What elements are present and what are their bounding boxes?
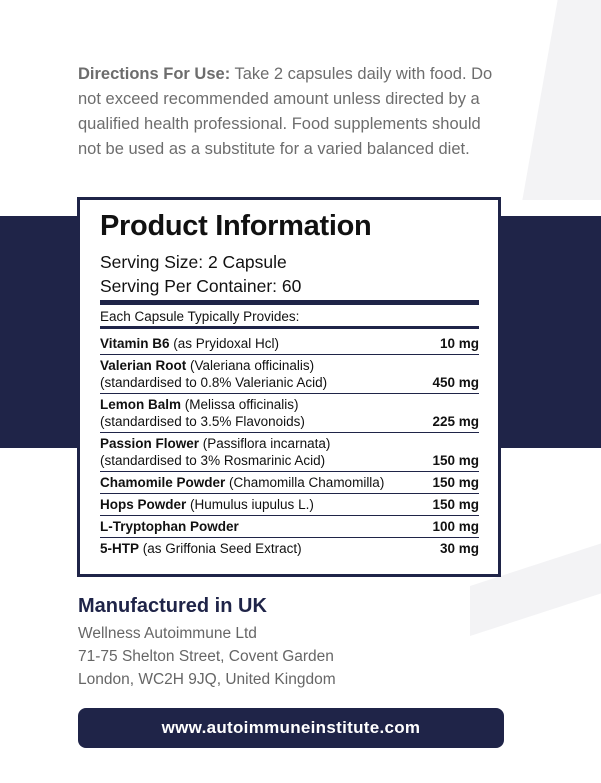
ingredient-table <box>100 333 479 559</box>
directions-label: Directions For Use: <box>78 65 231 83</box>
directions-text: Take 2 capsules daily with food. Do not exceed recommended amount unless directed by a qualified health professional. Food supplements should not be used as a substitute for a varied balanced diet. <box>78 65 493 158</box>
ingredient-name: Lemon Balm <box>100 397 182 412</box>
ingredient-dose: 100 mg <box>432 519 479 534</box>
ingredient-row <box>100 538 479 559</box>
ingredient-detail: (Passiflora incarnata) <box>199 436 331 451</box>
ingredient-row <box>100 494 479 516</box>
ingredient-standardisation: (standardised to 3% Rosmarinic Acid) <box>100 453 326 468</box>
serving-size: Serving Size: 2 Capsule <box>100 252 287 272</box>
ingredient-dose: 30 mg <box>439 541 479 556</box>
divider-thick <box>100 300 479 305</box>
ingredient-detail: (Valeriana officinalis) <box>186 358 315 373</box>
manufacturer-city: London, WC2H 9JQ, United Kingdom <box>78 671 336 688</box>
ingredient-name: Hops Powder <box>100 497 187 512</box>
ingredient-dose: 150 mg <box>432 475 479 490</box>
ingredient-detail: (Humulus iupulus L.) <box>186 497 314 512</box>
ingredient-row <box>100 472 479 494</box>
ingredient-standardisation: (standardised to 0.8% Valerianic Acid) <box>100 375 328 390</box>
serving-per-container: Serving Per Container: 60 <box>100 276 302 296</box>
ingredient-detail: (as Pryidoxal Hcl) <box>169 336 280 351</box>
ingredient-name: Passion Flower <box>100 436 200 451</box>
ingredient-row <box>100 516 479 538</box>
website-link[interactable]: www.autoimmuneinstitute.com <box>78 708 504 748</box>
product-information-title: Product Information <box>100 210 372 242</box>
ingredient-row <box>100 355 479 394</box>
ingredient-name: L-Tryptophan Powder <box>100 519 239 534</box>
ingredient-detail: (Chamomilla Chamomilla) <box>225 475 385 490</box>
ingredient-dose: 450 mg <box>432 375 479 390</box>
ingredient-name: Valerian Root <box>100 358 187 373</box>
ingredient-dose: 10 mg <box>439 336 479 351</box>
ingredient-dose: 150 mg <box>432 453 479 468</box>
product-information-panel <box>77 197 501 577</box>
each-capsule-heading: Each Capsule Typically Provides: <box>100 309 300 324</box>
ingredient-row <box>100 433 479 472</box>
ingredient-name: Vitamin B6 <box>100 336 170 351</box>
directions-paragraph <box>78 62 508 162</box>
manufacturer-title: Manufactured in UK <box>78 595 267 617</box>
ingredient-dose: 225 mg <box>432 414 479 429</box>
ingredient-row <box>100 394 479 433</box>
ingredient-standardisation: (standardised to 3.5% Flavonoids) <box>100 414 305 429</box>
ingredient-name: Chamomile Powder <box>100 475 226 490</box>
manufacturer-company: Wellness Autoimmune Ltd <box>78 625 257 642</box>
ingredient-name: 5-HTP <box>100 541 140 556</box>
manufacturer-street: 71-75 Shelton Street, Covent Garden <box>78 648 334 665</box>
ingredient-row <box>100 333 479 355</box>
divider-thick <box>100 326 479 329</box>
ingredient-dose: 150 mg <box>432 497 479 512</box>
background-shape <box>522 0 601 200</box>
ingredient-detail: (as Griffonia Seed Extract) <box>139 541 302 556</box>
ingredient-detail: (Melissa officinalis) <box>181 397 299 412</box>
